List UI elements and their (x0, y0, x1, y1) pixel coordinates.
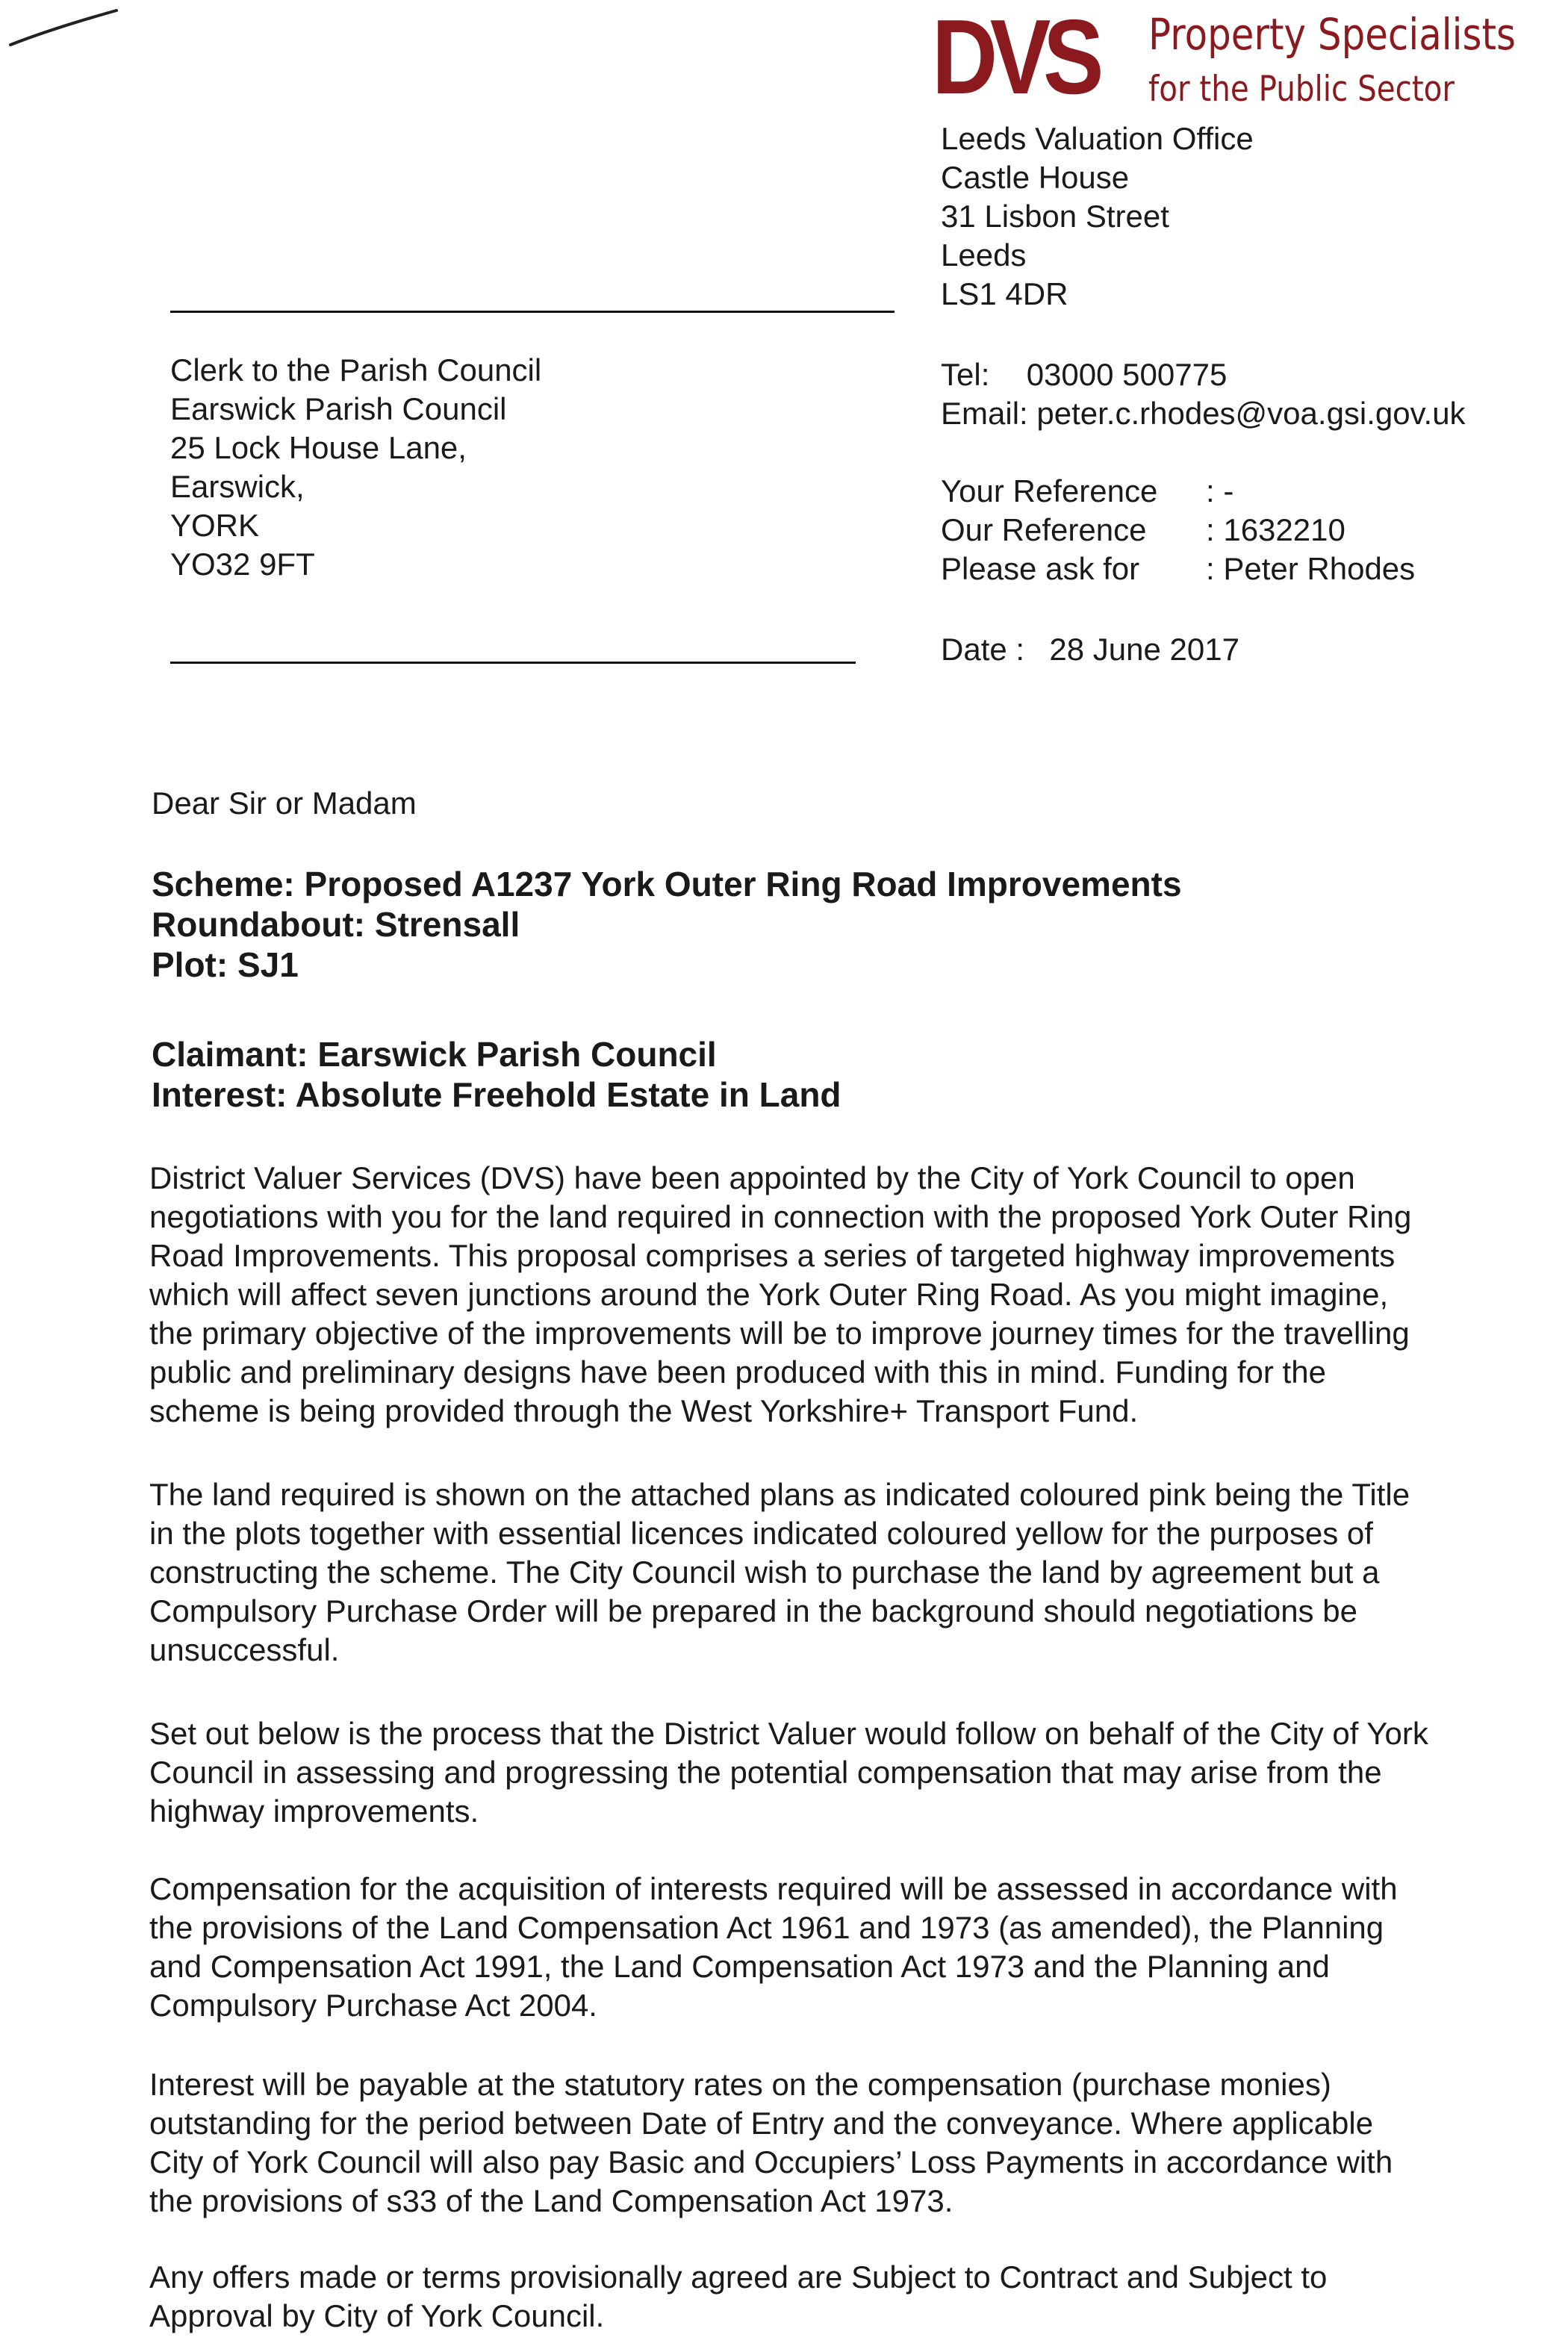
paragraph-line: Any offers made or terms provisionally agreed are Subject to Contract and Subject to (149, 2259, 1328, 2295)
paragraph-line: public and preliminary designs have been produced with this in mind. Funding for the (149, 1354, 1326, 1390)
logo-mark: DVS (932, 0, 1097, 116)
office-line: 31 Lisbon Street (941, 199, 1169, 234)
recipient-line: YORK (170, 508, 260, 543)
paragraph-offers (149, 2258, 1561, 2336)
paragraph-line: Interest will be payable at the statutory rates on the compensation (purchase monies) (149, 2067, 1331, 2102)
recipient-address (170, 351, 541, 584)
paragraph-line: highway improvements. (149, 1793, 479, 1829)
ask-label: Please ask for (941, 551, 1140, 586)
paragraph-line: and Compensation Act 1991, the Land Compensation Act 1973 and the Planning and (149, 1949, 1330, 1984)
heading-roundabout: Roundabout: Strensall (152, 905, 520, 944)
paragraph-compensation (149, 1870, 1561, 2025)
office-line: Leeds (941, 237, 1027, 273)
paragraph-line: unsuccessful. (149, 1632, 340, 1667)
tel-label: Tel: (941, 357, 990, 392)
paragraph-line: Compulsory Purchase Order will be prepared in the background should negotiations be (149, 1593, 1357, 1628)
paragraph-line: in the plots together with essential licences indicated coloured yellow for the purposes of (149, 1516, 1373, 1551)
paragraph-line: constructing the scheme. The City Council wish to purchase the land by agreement but a (149, 1555, 1380, 1590)
paragraph-interest (149, 2065, 1561, 2221)
your-ref-label: Your Reference (941, 473, 1158, 508)
your-ref-value: : - (1206, 473, 1234, 508)
paragraph-appointment (149, 1159, 1561, 1431)
recipient-line: Clerk to the Parish Council (170, 352, 542, 388)
office-address (941, 119, 1254, 314)
paragraph-line: which will affect seven junctions around the York Outer Ring Road. As you might imagine, (149, 1277, 1389, 1312)
heading-claimant: Claimant: Earswick Parish Council (152, 1035, 717, 1074)
paragraph-line: Council in assessing and progressing the potential compensation that may arise from the (149, 1755, 1382, 1790)
references (941, 472, 1416, 588)
paragraph-line: the provisions of the Land Compensation Act 1961 and 1973 (as amended), the Planning (149, 1910, 1384, 1945)
our-ref-label: Our Reference (941, 512, 1147, 547)
salutation: Dear Sir or Madam (152, 785, 417, 821)
email-label: Email: (941, 396, 1028, 431)
logo-tagline-1: Property Specialists (1148, 9, 1516, 60)
dvs-logo (932, 0, 1559, 119)
recipient-line: Earswick, (170, 469, 305, 504)
date-value: 28 June 2017 (1049, 632, 1239, 667)
divider (170, 662, 856, 664)
paragraph-line: outstanding for the period between Date of Entry and the conveyance. Where applicable (149, 2106, 1374, 2141)
paragraph-line: City of York Council will also pay Basic and Occupiers’ Loss Payments in accordance with (149, 2144, 1393, 2180)
logo-tagline-2: for the Public Sector (1148, 69, 1455, 110)
paragraph-line: Set out below is the process that the District Valuer would follow on behalf of the City of York (149, 1716, 1428, 1751)
paragraph-line: Road Improvements. This proposal comprises a series of targeted highway improvements (149, 1238, 1396, 1273)
paragraph-line: Compensation for the acquisition of interests required will be assessed in accordance with (149, 1871, 1398, 1906)
email-value: peter.c.rhodes@voa.gsi.gov.uk (1036, 396, 1466, 431)
paragraph-line: Approval by City of York Council. (149, 2298, 605, 2333)
office-line: LS1 4DR (941, 276, 1068, 311)
paragraph-line: the primary objective of the improvements will be to improve journey times for the travelling (149, 1316, 1410, 1351)
our-ref-value: : 1632210 (1206, 512, 1345, 547)
paragraph-land-required (149, 1475, 1561, 1670)
paragraph-line: The land required is shown on the attached plans as indicated coloured pink being the Title (149, 1477, 1410, 1512)
date-label: Date : (941, 632, 1025, 667)
paragraph-line: scheme is being provided through the West Yorkshire+ Transport Fund. (149, 1393, 1139, 1428)
ask-value: : Peter Rhodes (1206, 551, 1416, 586)
heading-interest: Interest: Absolute Freehold Estate in Land (152, 1075, 841, 1114)
recipient-line: Earswick Parish Council (170, 391, 507, 426)
date-row (941, 630, 1239, 669)
office-line: Leeds Valuation Office (941, 121, 1254, 156)
paragraph-line: negotiations with you for the land required in connection with the proposed York Outer Ring (149, 1199, 1412, 1234)
heading-plot: Plot: SJ1 (152, 945, 299, 984)
paragraph-line: District Valuer Services (DVS) have been appointed by the City of York Council to open (149, 1160, 1355, 1195)
divider (170, 311, 895, 313)
heading-scheme: Scheme: Proposed A1237 York Outer Ring Road Improvements (152, 865, 1182, 903)
email-row (941, 394, 1466, 433)
paragraph-process (149, 1714, 1561, 1831)
paragraph-line: Compulsory Purchase Act 2004. (149, 1988, 597, 2023)
tel-value: 03000 500775 (1026, 357, 1228, 392)
recipient-line: YO32 9FT (170, 547, 315, 582)
tel-row (941, 355, 1227, 394)
pen-mark (7, 6, 119, 51)
paragraph-line: the provisions of s33 of the Land Compensation Act 1973. (149, 2183, 953, 2218)
recipient-line: 25 Lock House Lane, (170, 430, 467, 465)
office-line: Castle House (941, 160, 1130, 195)
